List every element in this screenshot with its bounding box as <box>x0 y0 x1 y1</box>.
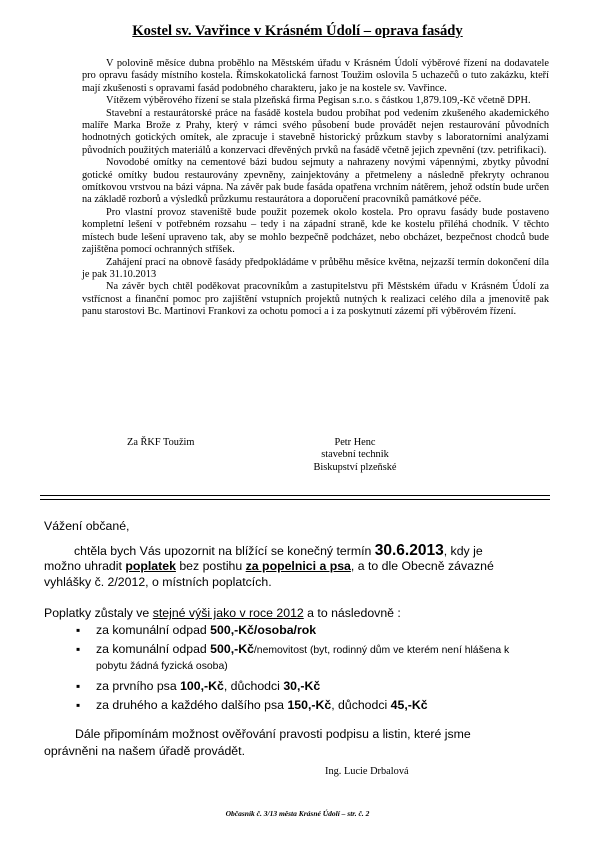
fee-item <box>76 698 526 712</box>
fee-amount-senior: 30,-Kč <box>283 679 321 693</box>
fee-emphasis: za popelnici a psa <box>245 559 351 574</box>
article-paragraph: Pro vlastní provoz staveniště bude použit pozemek okolo kostela. Pro opravu fasády bude postaveno kompletní lešení v potřebném rozsahu – tedy i na západní straně, kde ke kostelu přiléhá chodník. V těchto místech bude lešení upraveno tak, aby se mohlo bezpečně podcházet, nebo obcházet, bezpečnost chodců bude zajištěna pomocí ochranných stříšek. <box>82 206 549 256</box>
notice-signature: Ing. Lucie Drbalová <box>325 766 409 777</box>
fees-intro-underlined: stejné výši jako v roce 2012 <box>152 606 304 620</box>
fee-amount: 500,-Kč/osoba/rok <box>210 623 317 637</box>
notice-greeting: Vážení občané, <box>44 519 130 533</box>
fee-amount-senior: 45,-Kč <box>390 698 428 712</box>
section-divider <box>40 495 550 500</box>
article-paragraph: Vítězem výběrového řízení se stala plzeňská firma Pegisan s.r.o. s částkou 1,879.109,-Kč včetně DPH. <box>106 95 531 107</box>
fee-amount: 500,-Kč <box>210 642 254 656</box>
page-footer: Občasník č. 3/13 města Krásné Údolí – str. č. 2 <box>225 809 370 818</box>
fee-item <box>76 642 526 674</box>
fee-label: , důchodci <box>331 698 391 712</box>
fee-item <box>76 679 526 693</box>
deadline-date: 30.6.2013 <box>374 542 444 559</box>
fees-list <box>76 623 526 717</box>
fee-amount: 100,-Kč <box>180 679 224 693</box>
fee-item <box>76 623 526 637</box>
fee-label: za druhého a každého dalšího psa <box>96 698 288 712</box>
article-paragraph: Novodobé omítky na cementové bázi budou sejmuty a nahrazeny novými vápennými, zbytky původní gotické omítky budou restaurovány zpevněny, zainjektovány a přetmeleny a následně překryty ochranou omítkovou vrstvou na bázi vápna. Na závěr pak bude fasáda opatřena vrchním nátěrem, jehož odstín bude určen na základě rozborů a výsledků průzkumu restaurátora a doporučení pracovníků památkové péče. <box>82 157 549 206</box>
bullet-icon: ▪ <box>76 642 81 656</box>
bullet-icon: ▪ <box>76 679 81 693</box>
article-paragraph: Zahájení prací na obnově fasády předpokládáme v průběhu měsíce května, nejzazší termín dokončení díla je pak 31.10.2013 <box>82 256 549 280</box>
signature-left: Za ŘKF Toužim <box>127 437 195 448</box>
article-paragraph: Stavební a restaurátorské práce na fasádě kostela budou probíhat pod vedením zkušeného akademického malíře Marka Brože z Prahy, který v rámci svého působení bude provádět nejen restaurování původních hodnotných gotických omítek, ale zpracuje i stavebně historický průzkum stavby s laboratorními analýzami původních použitých materiálů a konzervaci dřevěných prvků na fasádě včetně jejich zpevnění (tzv. petrifikaci). <box>82 107 549 156</box>
article-paragraph: Na závěr bych chtěl poděkovat pracovníkům a zastupitelstvu při Městském úřadu v Krásném Údolí za vstřícnost a finanční pomoc pro zajištění vstupních projektů nutných k realizaci celého díla a jmenovitě pak panu starostovi Bc. Martinovi Frankovi za ochotu pomoci a i za poskytnutí zázemí při výběrovém řízení. <box>82 281 549 318</box>
fee-label: , důchodci <box>223 679 284 693</box>
notice-paragraph <box>44 543 522 590</box>
fees-intro-text: Poplatky zůstaly ve <box>44 606 153 620</box>
fee-emphasis: poplatek <box>125 559 176 574</box>
fee-amount: 150,-Kč <box>287 698 332 712</box>
notice-text: , kdy je možno uhradit <box>44 544 483 574</box>
fees-intro <box>44 606 401 620</box>
fees-intro-text: a to následovně : <box>303 606 401 620</box>
article-body <box>82 58 549 319</box>
closing-paragraph: Dále připomínám možnost ověřování pravosti podpisu a listin, které jsme oprávněni na našem úřadě provádět. <box>44 727 471 758</box>
bullet-icon: ▪ <box>76 698 81 712</box>
notice-text: , a to dle Obecně závazné vyhlášky č. 2/2012, o místních poplatcích. <box>44 559 494 589</box>
fee-label: za prvního psa <box>96 679 181 693</box>
signature-name: Petr Henc <box>334 437 376 448</box>
article-title: Kostel sv. Vavřince v Krásném Údolí – oprava fasády <box>132 23 463 39</box>
fee-note: /nemovitost (byt, rodinný dům ve kterém není hlášena k pobytu žádná fyzická osoba) <box>96 645 510 672</box>
signature-org: Biskupství plzeňské <box>313 461 397 473</box>
notice-text: bez postihu <box>175 559 246 574</box>
article-paragraph: V polovině měsíce dubna proběhlo na Městském úřadu v Krásném Údolí výběrové řízení na dodavatele pro opravu fasády místního kostela. Římskokatolická farnost Toužim oslovila 5 uchazečů o tuto zakázku, kteří mají zkušenosti s opravami fasád podobného charakteru, jako je na kostele sv. Vavřince. <box>82 58 549 94</box>
signature-role: stavební technik <box>321 449 389 461</box>
bullet-icon: ▪ <box>76 623 81 637</box>
fee-label: za komunální odpad <box>96 642 211 656</box>
fee-label: za komunální odpad <box>96 623 211 637</box>
signature-right <box>290 437 420 474</box>
notice-text: chtěla bych Vás upozornit na blížící se konečný termín <box>74 544 375 558</box>
